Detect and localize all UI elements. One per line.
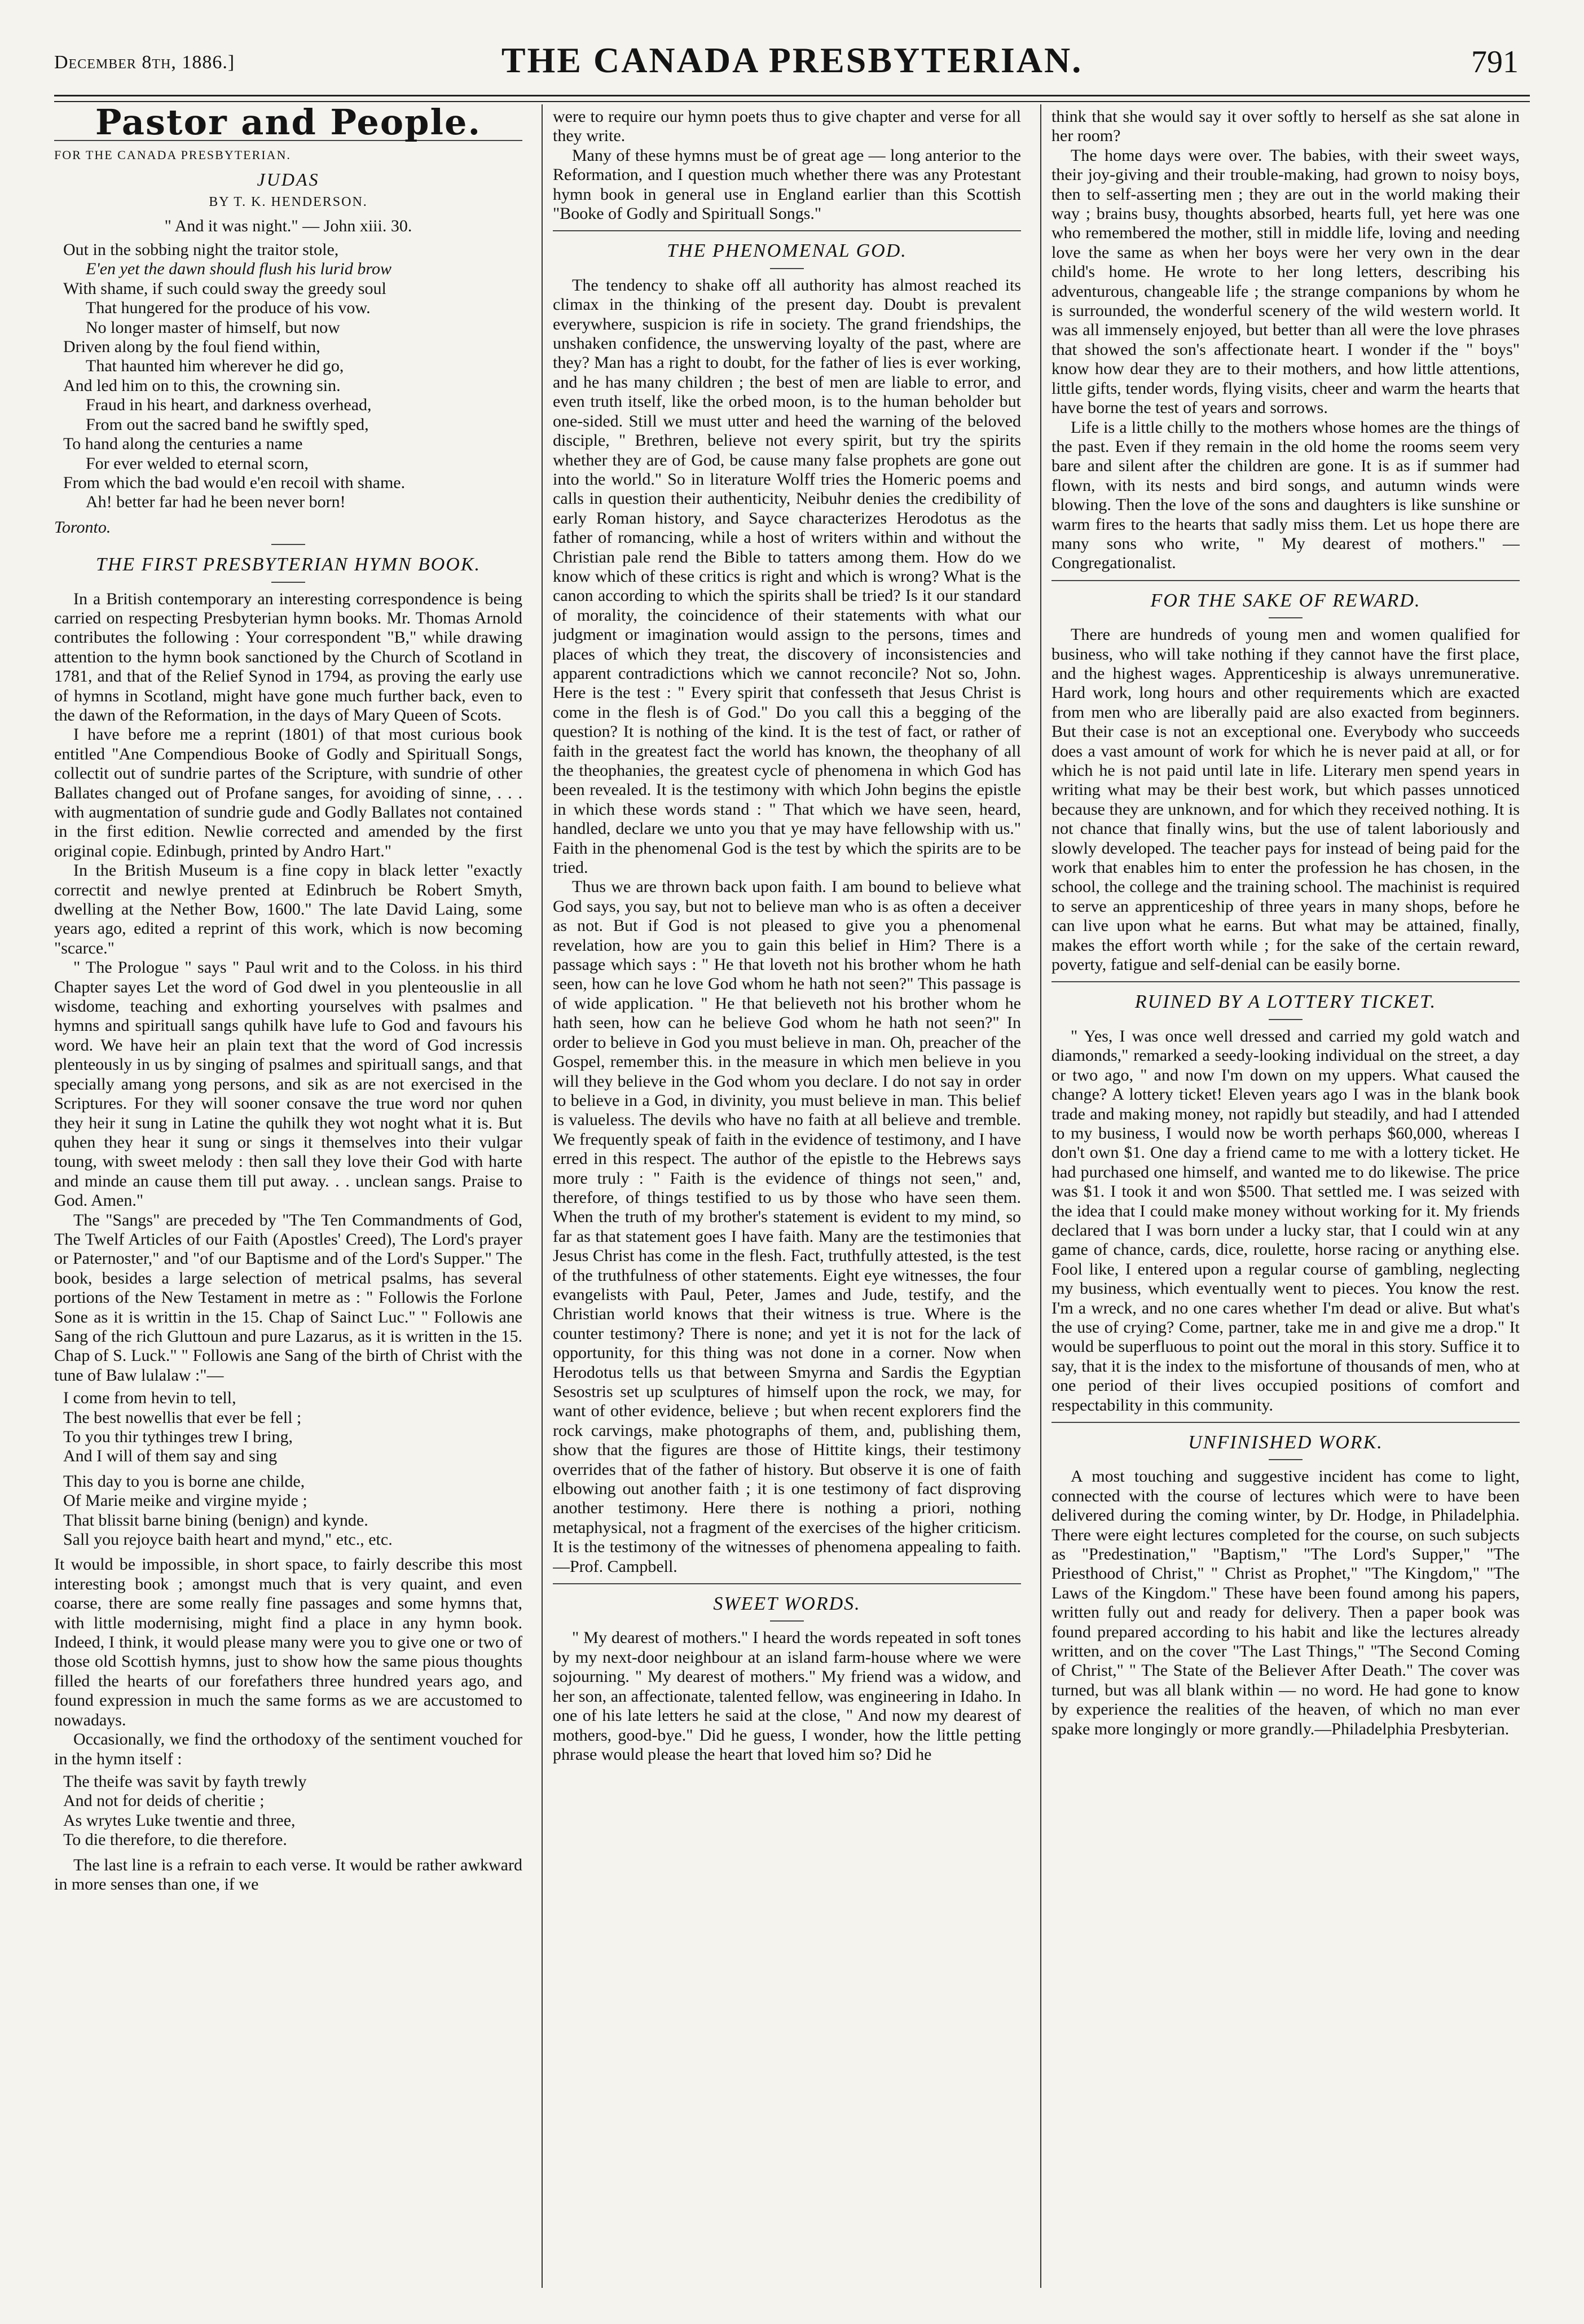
verse-line: Of Marie meike and virgine myide ; [63,1491,307,1510]
source-note: FOR THE CANADA PRESBYTERIAN. [54,148,291,162]
divider [271,544,305,545]
poem-line: Out in the sobbing night the traitor stole, [63,240,339,260]
poem-title: JUDAS [257,169,320,190]
article-title: RUINED BY A LOTTERY TICKET. [1134,991,1437,1013]
divider [553,1583,1021,1584]
paragraph: The "Sangs" are preceded by "The Ten Commandments of God, The Twelf Articles of our Faith (Apostles' Creed), The Lord's prayer or Paternoster," and "of our Baptisme and of the Lord's Supper." The book, besides a large selection of metrical psalms, has several portions of the New Testament in metre as : " Followis the Forlone Sone as it is writtin in the 15. Chap of Sainct Luc." " Followis ane Sang of the rich Gluttoun and pure Lazarus, as it is written in the 15. Chap of S. Luck." " Followis ane Sang of the birth of Christ with the tune of Baw lulalaw :"— [54,1210,522,1385]
song-stanza [63,1772,522,1850]
column-3 [1051,107,1520,2285]
paragraph: The last line is a refrain to each verse. It would be rather awkward in more senses than one, if we [54,1855,522,1894]
song-stanza [63,1389,522,1466]
poem-verse [63,240,522,512]
verse-line: The best nowellis that ever be fell ; [63,1408,302,1427]
column-2 [553,107,1021,2285]
verse-line: This day to you is borne ane childe, [63,1471,305,1491]
poem-line: Fraud in his heart, and darkness overhead, [86,396,372,415]
poem-line: And led him on to this, the crowning sin. [63,376,341,395]
paragraph: Many of these hymns must be of great age — long anterior to the Reformation, and I question much whether there was any Protestant hymn book in general use in England earlier than this Scottish "Booke of Godly and Spirituall Songs." [553,146,1021,223]
divider [770,268,804,269]
verse-line: I come from hevin to tell, [63,1389,236,1408]
paragraph: The home days were over. The babies, with their sweet ways, their joy-giving and their trouble-making, had grown to noisy boys, then to self-asserting men ; they are out in the world making their way ; brains busy, thoughts absorbed, hearts full, yet here was one who remembered the mother, still in middle life, loving and needing love the same as when her boys were her very own in the dear child's home. He wrote to her long letters, describing his adventurous, changeable life ; the strange companions by whom he is surrounded, the wonderful scenery of the wild western world. It was all immensely enjoyed, but better than all were the love phrases that showed the son's affectionate heart. I wonder if the " boys" know how dear they are to their mothers, and how little attentions, little gifts, tender words, flying visits, cheer and warm the hearts that have borne the test of years and sorrows. [1051,146,1520,418]
column-divider [1040,104,1041,2288]
paragraph: " Yes, I was once well dressed and carried my gold watch and diamonds," remarked a seedy-looking individual on the street, a day or two ago, " and now I'm down on my uppers. What caused the change? A lottery ticket! Eleven years ago I was in the blank book trade and making money, not rapidly but steadily, and had I attended to my business, I would now be worth perhaps $60,000, whereas I don't own $1. One day a friend came to me with a lottery ticket. He had purchased one himself, and wanted me to do likewise. The price was $1. I took it and won $500. That settled me. I was seized with the idea that I could make money without working for it. My friends declared that I was born under a lucky star, that I could win at any game of chance, cards, dice, roulette, horse racing or anything else. Fool like, I entered upon a regular course of gambling, neglecting my business, which eventually went to pieces. You know the rest. I'm a wreck, and no one cares whether I'm dead or alive. But what's the use of crying? Come, partner, take me in and give me a drop." It would be superfluous to point out the moral in this story. Suffice it to say, that it is the index to the misfortune of thousands of men, who at one period of their lives occupied positions of comfort and respectability in this community. [1051,1026,1520,1414]
poem-byline: BY T. K. HENDERSON. [209,195,368,210]
poem-epigraph: " And it was night." — John xiii. 30. [164,216,412,235]
verse-line: As wrytes Luke twentie and three, [63,1811,296,1830]
article-title: THE FIRST PRESBYTERIAN HYMN BOOK. [95,554,481,575]
song-stanza [63,1472,522,1550]
poem-line: For ever welded to eternal scorn, [86,454,309,473]
divider [1269,1019,1303,1020]
page-number: 791 [1471,45,1519,80]
column-divider [542,104,543,2288]
paragraph: The tendency to shake off all authority has almost reached its climax in the thinking of the present day. Doubt is prevalent everywhere, suspicion is rife in society. The grand friendships, the unshaken confidence, the unswerving loyalty of the past, where are they? Man has a right to doubt, for the father of lies is ever working, and he has many children ; the best of men are liable to error, and even truth itself, like the orbed moon, is to the human beholder but one-sided. Still we must utter and heed the warning of the beloved disciple, " Brethren, believe not every spirit, but try the spirits whether they are of God, be cause many false prophets are gone out into the world." So in literature Wolff tries the Homeric poems and calls in question their authenticity, Neibuhr denies the credibility of early Roman history, and Sayce characterizes Herodotus as the father of romancing, while a host of writers within and without the Christian pale rend the Bible to tatters among them. How do we know which of these critics is right and which is wrong? What is the canon according to which the spirits shall be tried? Is it our standard of morality, the coincidence of their statements with what our judgment or imagination would assign to the persons, times and places of which they treat, the discovery of inconsistencies and apparent contradictions which we cannot reconcile? Not so, John. Here is the test : " Every spirit that confesseth that Jesus Christ is come in the flesh is of God." Do you call this a begging of the question? It is nothing of the kind. It is the test of fact, or rather of faith in the greatest fact the world has known, the theophany of all the theophanies, the greatest cycle of phenomena in which God has been revealed. It is the testimony with which John begins the epistle in which these words stand : " That which we have seen, heard, handled, declare we unto you that ye may have fellowship with us." Faith in the phenomenal God is the test by which the spirits are to be tried. [553,275,1021,877]
poem-line: E'en yet the dawn should flush his lurid brow [86,260,391,279]
paragraph: I have before me a reprint (1801) of that most curious book entitled "Ane Compendious Booke of Godly and Spirituall Songs, collectit out of sundrie partes of the Scripture, with sundrie of other Ballates changed out of Profane sanges, for avoiding of sinne, . . . with augmentation of sundrie gude and Godly Ballates not contained in the first edition. Newlie corrected and amended by the first original copie. Edinbugh, printed by Andro Hart." [54,725,522,860]
masthead-rule [54,95,1530,102]
article-title: SWEET WORDS. [713,1593,861,1615]
poem-line: That haunted him wherever he did go, [86,357,344,376]
article-title: UNFINISHED WORK. [1188,1432,1383,1453]
column-1 [54,107,522,2285]
issue-date: December 8th, 1886.] [54,52,235,73]
paragraph: Occasionally, we find the orthodoxy of the sentiment vouched for in the hymn itself : [54,1730,522,1768]
paragraph: " The Prologue " says " Paul writ and to the Coloss. in his third Chapter sayes Let the word of God dwel in you plenteouslie in all wisdome, teaching and exhorting yourselves with psalmes and hymns and spirituall sangs quhilk have lufe to God and favours his word. We have heir an plain text that the word of God incressis plenteously in us by singing of psalmes and spirituall sangs, and that specially amang yong persons, and sik as are not exercised in the Scriptures. For they will sooner consave the true word nor quhen they heir it sung in Latine the quhilk they wot noght what it is. But quhen they hear it sung or sings it themselves into their vulgar toung, with sweet melody : then sall they love their God with harte and minde an cause them till put away. . . unclean sangs. Praise to God. Amen." [54,958,522,1210]
paragraph: It would be impossible, in short space, to fairly describe this most interesting book ; amongst much that is very quaint, and even coarse, there are some really fine passages and some hymns that, with little modernising, might find a place in any hymn book. Indeed, I think, it would please many were you to give one or two of those old Scottish hymns, just to show how the same pious thoughts filled the hearts of our forefathers three hundred years ago, and found expression in much the same forms as we are accustomed to nowadays. [54,1555,522,1729]
paragraph: think that she would say it over softly to herself as she sat alone in her room? [1051,107,1520,146]
poem-place: Toronto. [54,517,111,537]
verse-line: Sall you rejoyce baith heart and mynd," etc., etc. [63,1530,393,1549]
article-title: FOR THE SAKE OF REWARD. [1150,590,1421,611]
verse-line: To die therefore, to die therefore. [63,1830,287,1849]
paragraph: There are hundreds of young men and women qualified for business, who will take nothing if they cannot have the first place, and the highest wages. Apprenticeship is always unremunerative. Hard work, long hours and other requirements which are exacted from men who are liberally paid are also exacted from beginners. But their case is not an exceptional one. Everybody who succeeds does a vast amount of work for which he is never paid at all, or for which he is not paid until late in life. Literary men spend years in writing what may be their best work, but which passes unnoticed because they are unknown, and for which they received nothing. It is not chance that finally wins, but the use of talent laboriously and slowly developed. The teacher pays for instead of being paid for the work that enables him to enter the profession he has chosen, in the school, the college and the training school. The machinist is required to serve an apprenticeship of three years in many shops, before he can live upon what he earns. But what may be attained, finally, makes the effort worth while ; for the sake of the certain reward, poverty, fatigue and self-denial can be easily borne. [1051,625,1520,974]
divider [1269,1459,1303,1460]
divider [553,230,1021,231]
article-title: THE PHENOMENAL GOD. [667,240,907,262]
verse-line: That blissit barne bining (benign) and kynde. [63,1510,368,1530]
poem-line: From out the sacred band he swiftly sped, [86,415,369,434]
poem-line: That hungered for the produce of his vow. [86,298,371,318]
verse-line: The theife was savit by fayth trewly [63,1772,307,1791]
poem-line: From which the bad would e'en recoil with shame. [63,473,406,492]
divider [1051,580,1520,581]
paragraph: were to require our hymn poets thus to give chapter and verse for all they write. [553,107,1021,146]
verse-line: And not for deids of cheritie ; [63,1791,265,1811]
verse-line: To you thir tythinges trew I bring, [63,1427,293,1446]
divider [271,582,305,583]
paragraph: Life is a little chilly to the mothers whose homes are the things of the past. Even if they remain in the old home the rooms seem very bare and silent after the children are gone. It is as if summer had flown, with its nests and bird songs, and autumn winds were blowing. Then the love of the sons and daughters is like sunshine or warm fires to the hearts that sadly miss them. Let us hope there are many sons who write, " My dearest of mothers." —Congregationalist. [1051,418,1520,573]
paragraph: A most touching and suggestive incident has come to light, connected with the course of lectures which were to have been delivered during the coming winter, by Dr. Hodge, in Philadelphia. There were eight lectures completed for the course, on such subjects as "Predestination," "Baptism," "The Lord's Supper," "The Priesthood of Christ," " Christ as Prophet," "The Kingdom," "The Laws of the Kingdom." These have been found among his papers, written fully out and ready for delivery. Then a paper book was found prepared according to his habit and like the lectures already written, and on the cover "The Last Things," "The Second Coming of Christ," " The State of the Believer After Death." The cover was turned, but was all blank within — no word. He had gone to know by experience the realities of the heaven, of which no man ever spake more longingly or more grandly.—Philadelphia Presbyterian. [1051,1467,1520,1738]
divider [1269,617,1303,618]
divider [1051,1422,1520,1423]
poem-line: To hand along the centuries a name [63,434,303,454]
poem-line: With shame, if such could sway the greedy soul [63,279,386,298]
poem-line: No longer master of himself, but now [86,318,340,337]
paragraph: Thus we are thrown back upon faith. I am bound to believe what God says, you say, but not to believe man who is as often a deceiver as not. But if God is not pleased to give you a phenomenal revelation, how are you to gain this belief in Him? There is a passage which says : " He that loveth not his brother whom he hath seen, how can he love God whom he hath not seen?" This passage is of wide application. " He that believeth not his brother whom he hath seen, how can he believe God whom he hath not seen?" In order to believe in God you must believe in man. Oh, preacher of the Gospel, remember this. in the measure in which men believe in you will they believe in the God whom you declare. I do not say in order to believe in a God, in divinity, you must believe in man. This belief is valueless. The devils who have no faith at all believe and tremble. We frequently speak of faith in the evidence of testimony, and I have erred in this respect. The author of the epistle to the Hebrews says more truly : " Faith is the evidence of things not seen," and, therefore, of things testified to us by those who have seen them. When the truth of my brother's statement is evident to my mind, so far as that statement goes I have faith. Many are the testimonies that Jesus Christ has come in the flesh. Fact, truthfully attested, is the test of the truthfulness of other statements. Eight eye witnesses, the four evangelists with Paul, Peter, James and Jude, testify, and the Christian world knows that their witness is true. Where is the counter testimony? There is none; and yet it is not for the lack of opportunity, for this thing was not done in a corner. Now when Herodotus tells us that between Smyrna and Sardis the Egyptian Sesostris set up sculptures of himself upon the rock, we may, for want of other evidence, believe ; but when recent explorers find the rock carvings, make photographs of them, and, publishing them, show that the figures are those of Hittite kings, their testimony overrides that of the father of history. But observe it is one of faith elbowing out another faith ; it is one testimony of fact disproving another testimony. Here there is nothing a priori, nothing metaphysical, not a fragment of the exercises of the higher criticism. It is the testimony of the witnesses of phenomena appealing to faith.—Prof. Campbell. [553,877,1021,1576]
divider [770,1620,804,1622]
poem-line: Ah! better far had he been never born! [86,493,346,512]
verse-line: And I will of them say and sing [63,1447,278,1466]
poem-line: Driven along by the foul fiend within, [63,337,320,357]
divider [1051,981,1520,982]
newspaper-title: THE CANADA PRESBYTERIAN. [501,40,1083,80]
paragraph: " My dearest of mothers." I heard the words repeated in soft tones by my next-door neighbour at an island farm-house where we were sojourning. " My dearest of mothers." My friend was a widow, and her son, an affectionate, talented fellow, was engineering in Idaho. In one of his late letters he said at the close, " And now my dearest of mothers, good-bye." Did he guess, I wonder, how the little petting phrase would please the heart that loved him so? Did he [553,1628,1021,1764]
paragraph: In a British contemporary an interesting correspondence is being carried on respecting Presbyterian hymn books. Mr. Thomas Arnold contributes the following : Your correspondent "B," while drawing attention to the hymn book sanctioned by the Church of Scotland in 1781, and that of the Relief Synod in 1794, as proving the early use of hymns in Scotland, might have gone much further back, even to the dawn of the Reformation, in the days of Mary Queen of Scots. [54,589,522,724]
paragraph: In the British Museum is a fine copy in black letter "exactly correctit and newlye prented at Edinbruch be Robert Smyth, dwelling at the Nether Bow, 1600." The late David Laing, some years ago, edited a reprint of this work, which is now becoming "scarce." [54,861,522,957]
section-heading: Pastor and People. [95,107,482,143]
